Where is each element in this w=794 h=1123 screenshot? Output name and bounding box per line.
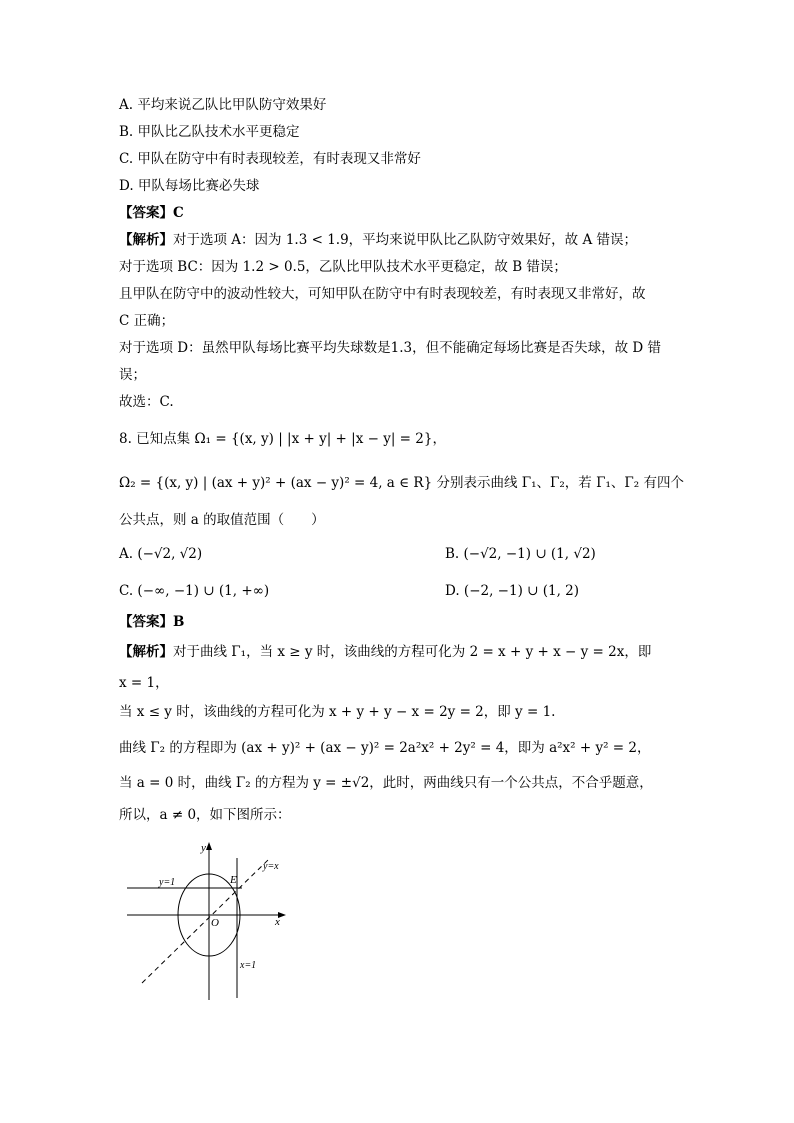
analysis-text: 对于选项 A：因为 1.3 < 1.9，平均来说甲队比乙队防守效果好，故 A 错误； [173,232,637,248]
analysis-text: 对于曲线 Γ₁，当 x ≥ y 时，该曲线的方程可化为 2 = x + y + x − y = 2x，即 [173,644,652,660]
analysis-label: 【解析】 [119,232,173,248]
option-a: A. (−√2, √2) [119,546,203,562]
option-a-prev: A. 平均来说乙队比甲队防守效果好 [119,97,327,113]
analysis-label: 【解析】 [119,644,173,660]
analysis-2-line-4: 曲线 Γ₂ 的方程即为 (ax + y)² + (ax − y)² = 2a²x² + 2y² = 4，即为 a²x² + y² = 2， [119,740,651,756]
analysis-2-line-1 [119,643,651,661]
option-d: D. (−2, −1) ∪ (1, 2) [445,583,580,599]
answer-label-2: 【答案】B [119,614,185,630]
question-8-line-2: Ω₂ = {(x, y) | (ax + y)² + (ax − y)² = 4, a ∈ R} 分别表示曲线 Γ₁、Γ₂，若 Γ₁、Γ₂ 有四个 [119,475,684,491]
analysis-1-line-3: 且甲队在防守中的波动性较大，可知甲队在防守中有时表现较差，有时表现又非常好，故 [119,286,646,302]
analysis-1-line-7: 故选：C. [119,394,174,410]
analysis-2-line-5: 当 a = 0 时，曲线 Γ₂ 的方程为 y = ±√2，此时，两曲线只有一个公共点，不合乎题意， [119,775,653,791]
label-x-eq-1: x=1 [240,960,257,971]
option-c-prev: C. 甲队在防守中有时表现较差，有时表现又非常好 [119,151,421,167]
analysis-1-line-6: 误； [119,367,146,383]
label-o: O [211,917,219,929]
analysis-1-line-4: C 正确； [119,313,175,329]
answer-label-1: 【答案】C [119,205,184,221]
label-y-eq-1: y=1 [159,877,176,888]
question-8-line-1: 8. 已知点集 Ω₁ = {(x, y) | |x + y| + |x − y| = 2}， [119,431,446,447]
analysis-2-line-2: x = 1， [119,675,169,691]
question-8-line-3: 公共点，则 a 的取值范围（ ） [119,512,325,528]
geometry-figure [120,838,290,1003]
analysis-1-line-1 [119,231,637,249]
label-e: E [230,874,237,886]
option-b-prev: B. 甲队比乙队技术水平更稳定 [119,124,300,140]
label-y-eq-x: y=x [263,861,279,872]
analysis-1-line-2: 对于选项 BC：因为 1.2 > 0.5，乙队比甲队技术水平更稳定，故 B 错误； [119,259,567,275]
analysis-2-line-3: 当 x ≤ y 时，该曲线的方程可化为 x + y + y − x = 2y = 2，即 y = 1. [119,704,556,720]
label-x: x [275,916,280,928]
y-axis-arrow [206,842,212,850]
label-y: y [201,842,206,854]
analysis-1-line-5: 对于选项 D：虽然甲队每场比赛平均失球数是1.3，但不能确定每场比赛是否失球，故 D 错 [119,340,661,356]
analysis-2-line-6: 所以，a ≠ 0，如下图所示： [119,807,291,823]
option-b: B. (−√2, −1) ∪ (1, √2) [445,546,596,562]
option-c: C. (−∞, −1) ∪ (1, +∞) [119,583,270,599]
option-d-prev: D. 甲队每场比赛必失球 [119,178,260,194]
